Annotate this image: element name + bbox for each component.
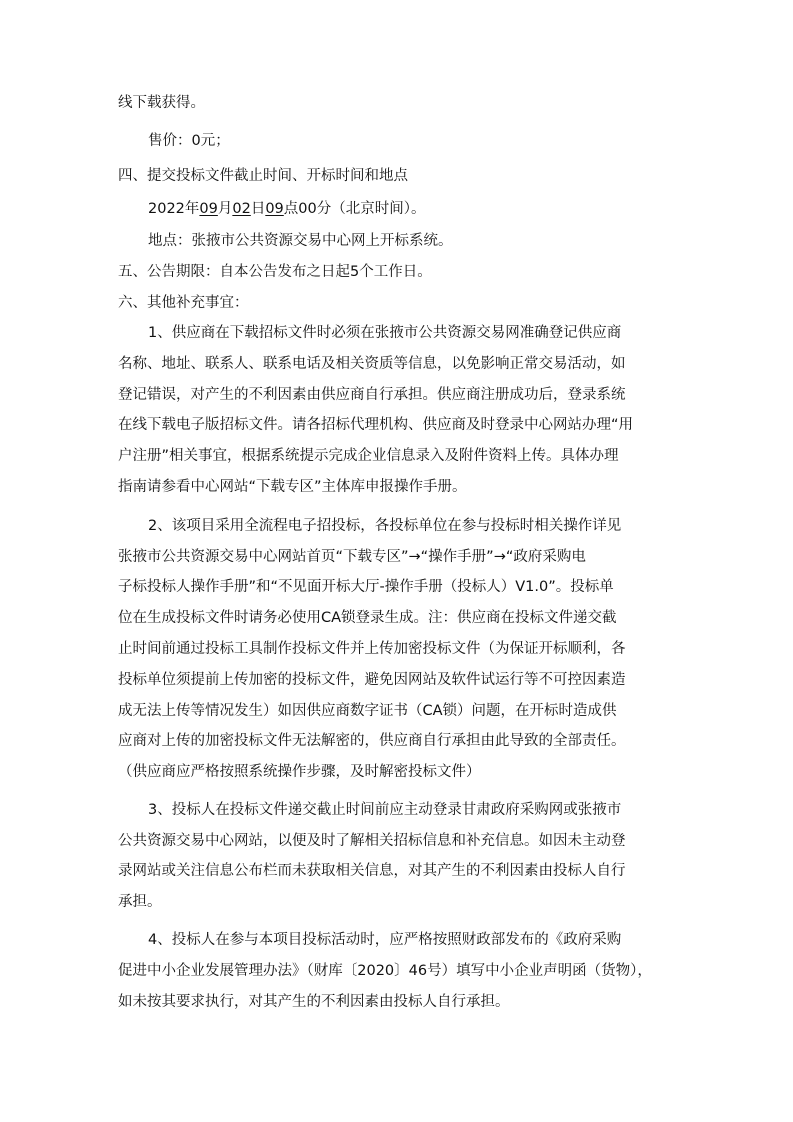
item2-line: 成无法上传等情况发生）如因供应商数字证书（CA锁）问题，在开标时造成供 xyxy=(118,703,617,719)
item2-line: 投标单位须提前上传加密的投标文件，避免因网站及软件试运行等不可控因素造 xyxy=(118,672,626,688)
item1-line: 户注册”相关事宜，根据系统提示完成企业信息录入及附件资料上传。具体办理 xyxy=(118,448,619,464)
deadline-month-unit: 月 xyxy=(217,201,233,217)
item2-line: 张掖市公共资源交易中心网站首页“下载专区”→“操作手册”→“政府采购电 xyxy=(118,549,586,565)
item1-line: 在线下载电子版招标文件。请各招标代理机构、供应商及时登录中心网站办理“用 xyxy=(118,417,634,433)
item2-line: 2、该项目采用全流程电子招投标，各投标单位在参与投标时相关操作详见 xyxy=(148,518,622,534)
section5-line: 五、公告期限：自本公告发布之日起5个工作日。 xyxy=(118,264,432,280)
location-line: 地点：张掖市公共资源交易中心网上开标系统。 xyxy=(148,233,453,249)
item1-line: 名称、地址、联系人、联系电话及相关资质等信息，以免影响正常交易活动，如 xyxy=(118,356,626,372)
item3-line: 公共资源交易中心网站，以便及时了解相关招标信息和补充信息。如因未主动登 xyxy=(118,833,626,849)
item4-line: 4、投标人在参与本项目投标活动时，应严格按照财政部发布的《政府采购 xyxy=(148,932,622,948)
item3-line: 3、投标人在投标文件递交截止时间前应主动登录甘肃政府采购网或张掖市 xyxy=(148,802,622,818)
item4-line: 如未按其要求执行，对其产生的不利因素由投标人自行承担。 xyxy=(118,994,510,1010)
item2-line: 子标投标人操作手册”和“不见面开标大厅-操作手册（投标人）V1.0”。投标单 xyxy=(118,579,614,595)
item2-line: 应商对上传的加密投标文件无法解密的，供应商自行承担由此导致的全部责任。 xyxy=(118,733,626,749)
item1-line: 指南请参看中心网站“下载专区”主体库申报操作手册。 xyxy=(118,479,467,495)
deadline-day: 02 xyxy=(232,201,251,217)
item3-line: 承担。 xyxy=(118,894,162,910)
item4-line: 促进中小企业发展管理办法》（财库〔2020〕46号）填写中小企业声明函（货物）， xyxy=(118,963,652,979)
deadline-rest: 点00分（北京时间）。 xyxy=(283,201,426,217)
deadline-line xyxy=(148,199,678,219)
item2-line: （供应商应严格按照系统操作步骤，及时解密投标文件） xyxy=(118,764,481,780)
item2-line: 止时间前通过投标工具制作投标文件并上传加密投标文件（为保证开标顺利，各 xyxy=(118,641,626,657)
deadline-year: 2022年 xyxy=(148,201,200,217)
item1-line: 登记错误，对产生的不利因素由供应商自行承担。供应商注册成功后，登录系统 xyxy=(118,387,626,403)
deadline-month: 09 xyxy=(199,201,218,217)
item1-line: 1、供应商在下载招标文件时必须在张掖市公共资源交易网准确登记供应商 xyxy=(148,325,622,341)
price-line: 售价：0元； xyxy=(148,133,230,149)
section6-heading: 六、其他补充事宜： xyxy=(118,295,249,311)
item3-line: 录网站或关注信息公布栏而未获取相关信息，对其产生的不利因素由投标人自行 xyxy=(118,863,626,879)
intro-line: 线下载获得。 xyxy=(118,95,205,111)
deadline-day-unit: 日 xyxy=(250,201,266,217)
section4-heading: 四、提交投标文件截止时间、开标时间和地点 xyxy=(118,168,408,184)
deadline-hour: 09 xyxy=(265,201,284,217)
item2-line: 位在生成投标文件时请务必使用CA锁登录生成。注：供应商在投标文件递交截 xyxy=(118,610,617,626)
